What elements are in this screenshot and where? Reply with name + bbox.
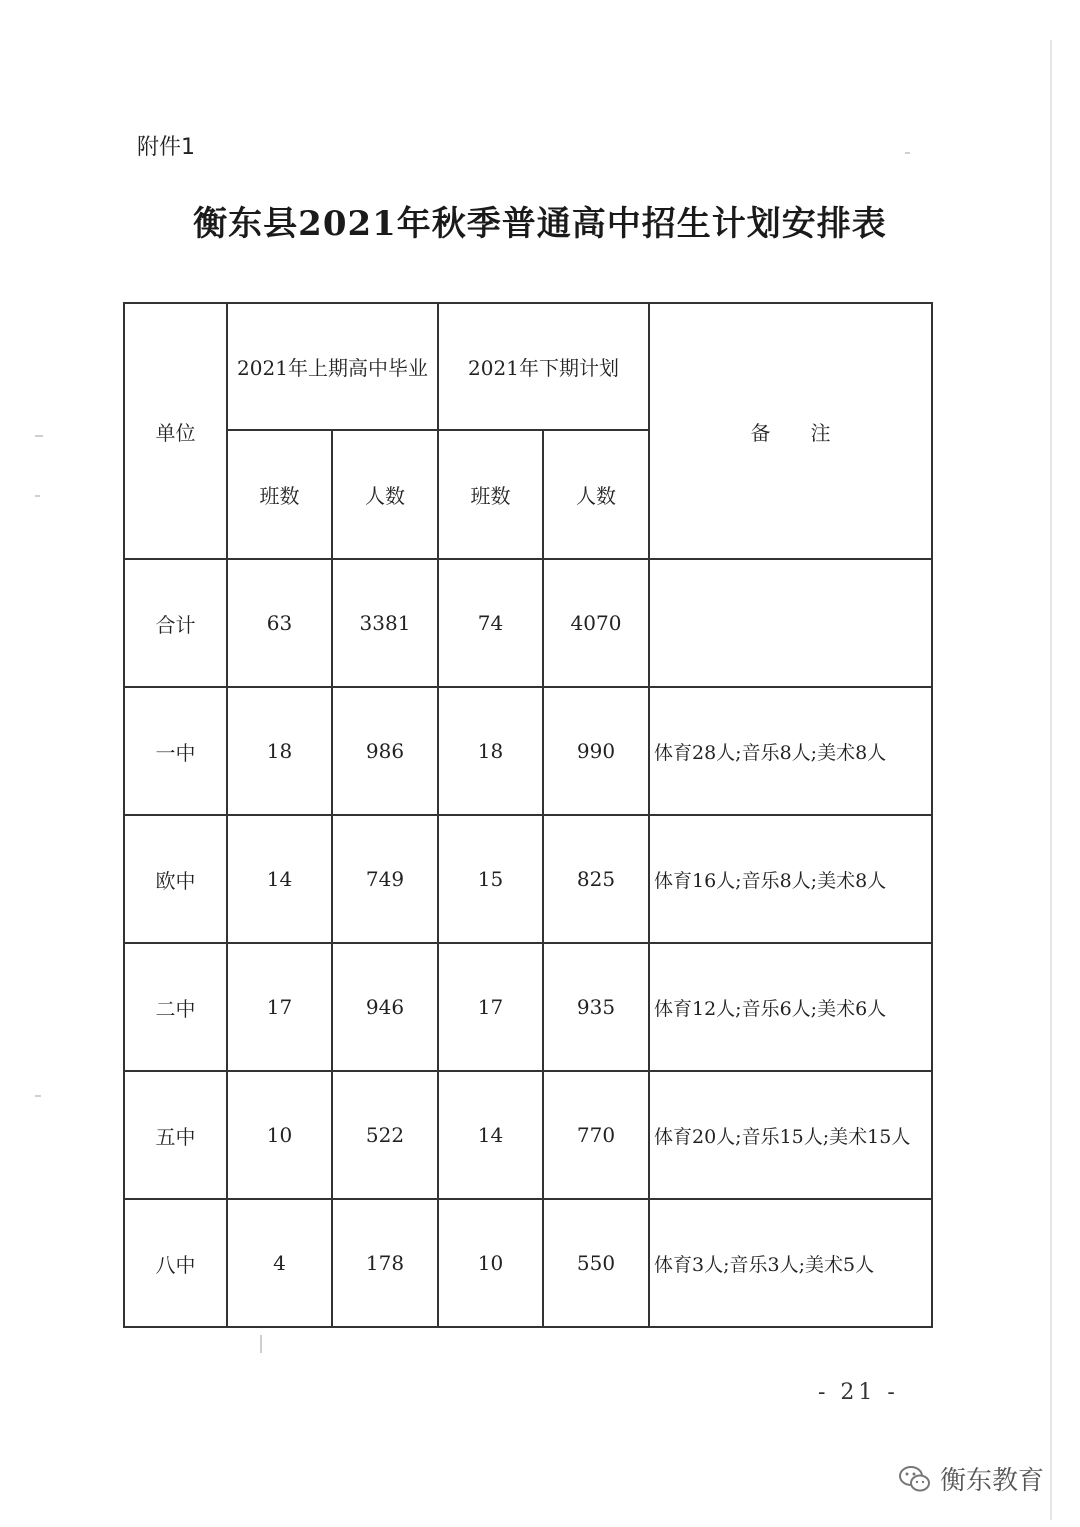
plan-classes-cell: 18 <box>438 687 543 815</box>
grad-classes-cell: 14 <box>227 815 332 943</box>
grad-classes-cell: 17 <box>227 943 332 1071</box>
table-row <box>124 687 932 815</box>
unit-cell: 五中 <box>124 1071 227 1199</box>
grad-people-cell: 986 <box>332 687 438 815</box>
watermark <box>898 1460 1044 1497</box>
plan-people-cell: 825 <box>543 815 649 943</box>
plan-classes-cell: 14 <box>438 1071 543 1199</box>
remarks-cell <box>649 559 932 687</box>
remarks-cell: 体育28人;音乐8人;美术8人 <box>649 687 932 815</box>
plan-classes-cell: 74 <box>438 559 543 687</box>
scan-speck <box>905 152 910 154</box>
grad-classes-cell: 18 <box>227 687 332 815</box>
graduation-header: 2021年上期高中毕业 <box>227 303 438 430</box>
unit-cell: 二中 <box>124 943 227 1071</box>
plan-people-cell: 4070 <box>543 559 649 687</box>
unit-cell: 欧中 <box>124 815 227 943</box>
plan-classes-cell: 10 <box>438 1199 543 1327</box>
plan-classes-cell: 17 <box>438 943 543 1071</box>
plan-people-count-header: 人数 <box>543 430 649 559</box>
plan-class-count-header: 班数 <box>438 430 543 559</box>
remarks-cell: 体育12人;音乐6人;美术6人 <box>649 943 932 1071</box>
watermark-text: 衡东教育 <box>939 1466 1044 1496</box>
wechat-icon <box>898 1464 932 1494</box>
plan-people-cell: 990 <box>543 687 649 815</box>
grad-people-cell: 3381 <box>332 559 438 687</box>
plan-people-cell: 935 <box>543 943 649 1071</box>
table-row <box>124 815 932 943</box>
attachment-label: 附件1 <box>137 135 195 160</box>
scan-speck <box>1050 40 1052 1520</box>
remarks-cell: 体育20人;音乐15人;美术15人 <box>649 1071 932 1199</box>
scan-speck <box>260 1335 262 1353</box>
table-header-row <box>124 303 932 430</box>
scan-speck <box>35 1095 41 1097</box>
enrollment-plan-table <box>123 302 933 1328</box>
remarks-header: 备注 <box>649 303 932 559</box>
grad-class-count-header: 班数 <box>227 430 332 559</box>
unit-cell: 合计 <box>124 559 227 687</box>
remarks-cell: 体育16人;音乐8人;美术8人 <box>649 815 932 943</box>
unit-header: 单位 <box>124 303 227 559</box>
page-number: - 21 - <box>818 1380 899 1405</box>
grad-people-cell: 178 <box>332 1199 438 1327</box>
grad-people-cell: 522 <box>332 1071 438 1199</box>
page-title: 衡东县2021年秋季普通高中招生计划安排表 <box>193 204 887 244</box>
table-row <box>124 1199 932 1327</box>
scan-speck <box>35 435 43 437</box>
grad-people-count-header: 人数 <box>332 430 438 559</box>
plan-people-cell: 770 <box>543 1071 649 1199</box>
scan-speck <box>35 495 40 497</box>
grad-classes-cell: 10 <box>227 1071 332 1199</box>
unit-cell: 八中 <box>124 1199 227 1327</box>
table-row <box>124 1071 932 1199</box>
grad-people-cell: 946 <box>332 943 438 1071</box>
table-row <box>124 559 932 687</box>
unit-cell: 一中 <box>124 687 227 815</box>
remarks-cell: 体育3人;音乐3人;美术5人 <box>649 1199 932 1327</box>
plan-classes-cell: 15 <box>438 815 543 943</box>
grad-classes-cell: 4 <box>227 1199 332 1327</box>
grad-classes-cell: 63 <box>227 559 332 687</box>
plan-header: 2021年下期计划 <box>438 303 649 430</box>
grad-people-cell: 749 <box>332 815 438 943</box>
plan-people-cell: 550 <box>543 1199 649 1327</box>
table-row <box>124 943 932 1071</box>
